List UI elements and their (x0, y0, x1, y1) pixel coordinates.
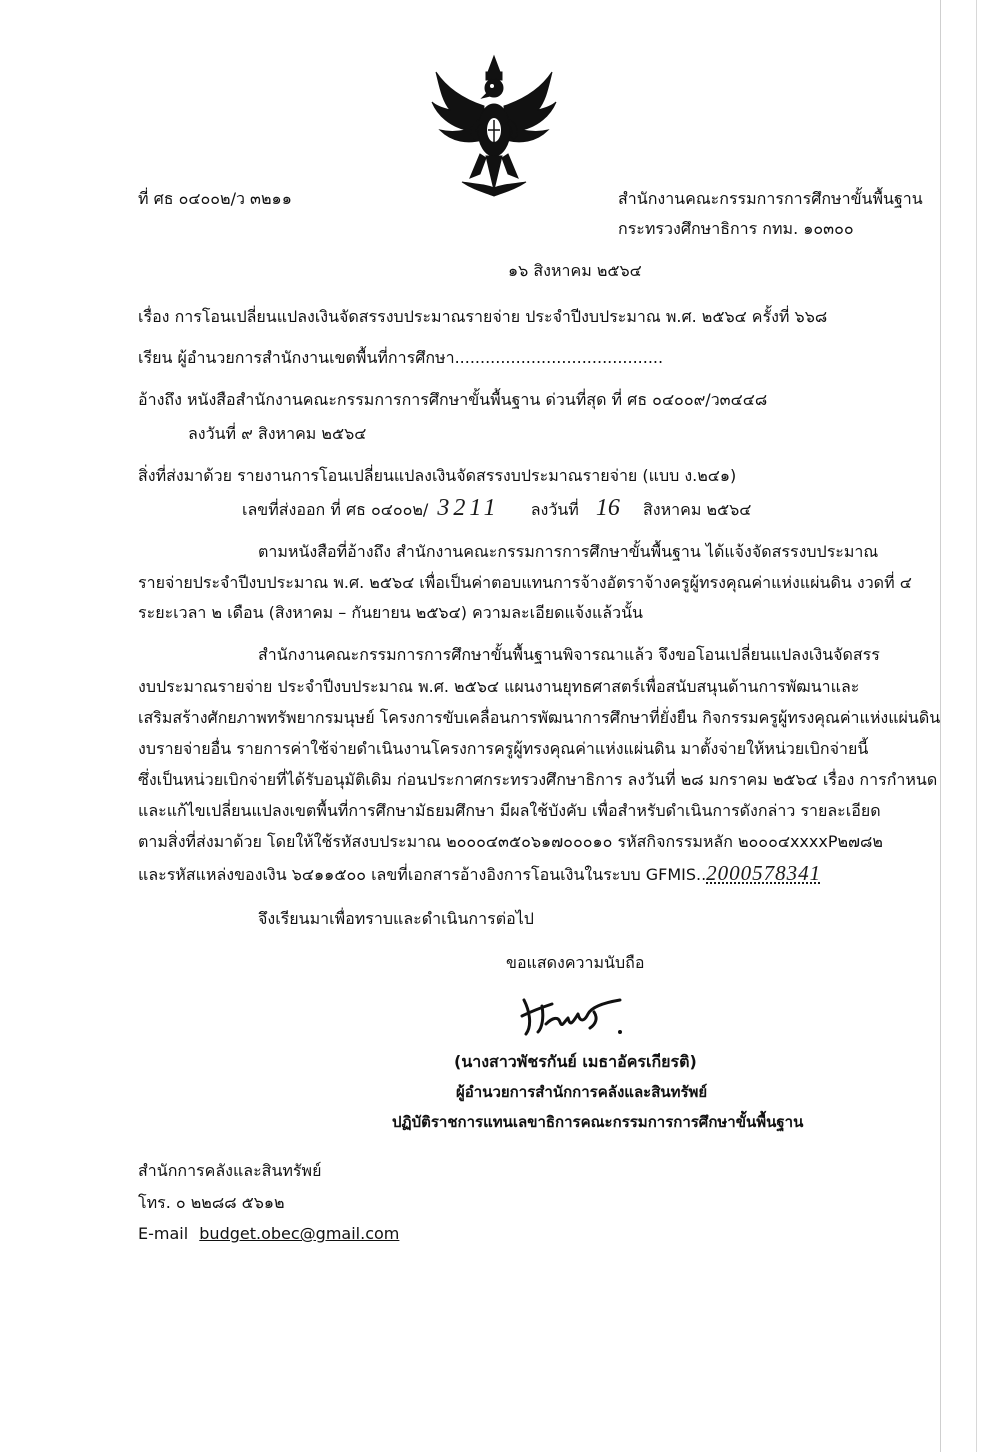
paragraph-2-last-line (138, 862, 821, 886)
signer-acting-title: ปฏิบัติราชการแทนเลขาธิการคณะกรรมการการศึกษาขั้นพื้นฐาน (392, 1113, 804, 1131)
paragraph-1-line: รายจ่ายประจำปีงบประมาณ พ.ศ. ๒๕๖๔ เพื่อเป็นค่าตอบแทนการจ้างอัตราจ้างครูผู้ทรงคุณค่าแห่งแผ่นดิน งวดที่ ๔ (138, 573, 912, 592)
paragraph-2-line: เสริมสร้างศักยภาพทรัพยากรมนุษย์ โครงการขับเคลื่อนการพัฒนาการศึกษาที่ยั่งยืน กิจกรรมครูผู้ทรงคุณค่าแห่งแผ่นดิน (138, 708, 941, 727)
enclosure-line-1: สิ่งที่ส่งมาด้วย รายงานการโอนเปลี่ยนแปลงเงินจัดสรรงบประมาณรายจ่าย (แบบ ง.๒๔๑) (138, 466, 737, 485)
reference-number: ที่ ศธ ๐๔๐๐๒/ว ๓๒๑๑ (138, 189, 292, 208)
paragraph-1-line: ระยะเวลา ๒ เดือน (สิงหาคม – กันยายน ๒๕๖๔) ความละเอียดแจ้งแล้วนั้น (138, 603, 643, 622)
handwritten-signature (512, 992, 632, 1044)
export-date-label: ลงวันที่ (530, 500, 579, 519)
email-link[interactable]: budget.obec@gmail.com (199, 1224, 400, 1243)
export-number-label: เลขที่ส่งออก ที่ ศธ ๐๔๐๐๒/ (242, 500, 429, 519)
closing-line: จึงเรียนมาเพื่อทราบและดำเนินการต่อไป (258, 909, 534, 928)
paragraph-2-line: ตามสิ่งที่ส่งมาด้วย โดยให้ใช้รหัสงบประมาณ ๒๐๐๐๔๓๕๐๖๑๗๐๐๐๑๐ รหัสกิจกรรมหลัก ๒๐๐๐๔xxxxP๒๗๘๒ (138, 832, 883, 851)
garuda-emblem-icon (426, 50, 562, 202)
footer-phone: โทร. ๐ ๒๒๘๘ ๕๖๑๒ (138, 1193, 285, 1212)
paragraph-2-line: และแก้ไขเปลี่ยนแปลงเขตพื้นที่การศึกษามัธยมศึกษา มีผลใช้บังคับ เพื่อสำหรับดำเนินการดังกล่าว รายละเอียด (138, 801, 881, 820)
paragraph-2-line: งบรายจ่ายอื่น รายการค่าใช้จ่ายดำเนินงานโครงการครูผู้ทรงคุณค่าแห่งแผ่นดิน มาตั้งจ่ายให้หน่วยเบิกจ่ายนี้ (138, 739, 869, 758)
signer-title: ผู้อำนวยการสำนักการคลังและสินทรัพย์ (456, 1083, 708, 1101)
handwritten-export-number: 3211 (437, 495, 500, 521)
footer-office: สำนักการคลังและสินทรัพย์ (138, 1161, 322, 1180)
footer-email (138, 1223, 399, 1245)
subject-line: เรื่อง การโอนเปลี่ยนแปลงเงินจัดสรรงบประมาณรายจ่าย ประจำปีงบประมาณ พ.ศ. ๒๕๖๔ ครั้งที่ ๖๖๘ (138, 307, 828, 326)
email-label: E-mail (138, 1224, 189, 1243)
paragraph-2-line: ซึ่งเป็นหน่วยเบิกจ่ายที่ได้รับอนุมัติเดิม ก่อนประกาศกระทรวงศึกษาธิการ ลงวันที่ ๒๘ มกราคม ๒๕๖๔ เรื่อง การกำหนด (138, 770, 938, 789)
scan-edge-line (976, 0, 977, 1452)
signer-name: (นางสาวพัชรกันย์ เมธาอัครเกียรติ) (454, 1052, 697, 1071)
issuer-office: สำนักงานคณะกรรมการการศึกษาขั้นพื้นฐาน (618, 189, 923, 208)
regards-line: ขอแสดงความนับถือ (506, 953, 645, 972)
handwritten-export-day: 16 (595, 495, 620, 521)
recipient-line: เรียน ผู้อำนวยการสำนักงานเขตพื้นที่การศึกษา......................................... (138, 348, 664, 367)
reference-line-2: ลงวันที่ ๙ สิงหาคม ๒๕๖๔ (188, 424, 367, 443)
gfmis-reference-label: และรหัสแหล่งของเงิน ๖๔๑๑๕๐๐ เลขที่เอกสารอ้างอิงการโอนเงินในระบบ GFMIS.. (138, 865, 707, 884)
paragraph-2-line: สำนักงานคณะกรรมการการศึกษาขั้นพื้นฐานพิจารณาแล้ว จึงขอโอนเปลี่ยนแปลงเงินจัดสรร (258, 645, 880, 664)
issuer-ministry-address: กระทรวงศึกษาธิการ กทม. ๑๐๓๐๐ (618, 219, 854, 238)
letter-date: ๑๖ สิงหาคม ๒๕๖๔ (508, 261, 642, 280)
paragraph-2-line: งบประมาณรายจ่าย ประจำปีงบประมาณ พ.ศ. ๒๕๖๔ แผนงานยุทธศาสตร์เพื่อสนับสนุนด้านการพัฒนาและ (138, 677, 860, 696)
reference-line-1: อ้างถึง หนังสือสำนักงานคณะกรรมการการศึกษาขั้นพื้นฐาน ด่วนที่สุด ที่ ศธ ๐๔๐๐๙/ว๓๔๔๘ (138, 390, 768, 409)
handwritten-gfmis-number: 2000578341 (706, 861, 822, 885)
export-month-year: สิงหาคม ๒๕๖๔ (643, 500, 752, 519)
enclosure-line-2 (242, 497, 751, 521)
paragraph-1-line: ตามหนังสือที่อ้างถึง สำนักงานคณะกรรมการการศึกษาขั้นพื้นฐาน ได้แจ้งจัดสรรงบประมาณ (258, 542, 879, 561)
